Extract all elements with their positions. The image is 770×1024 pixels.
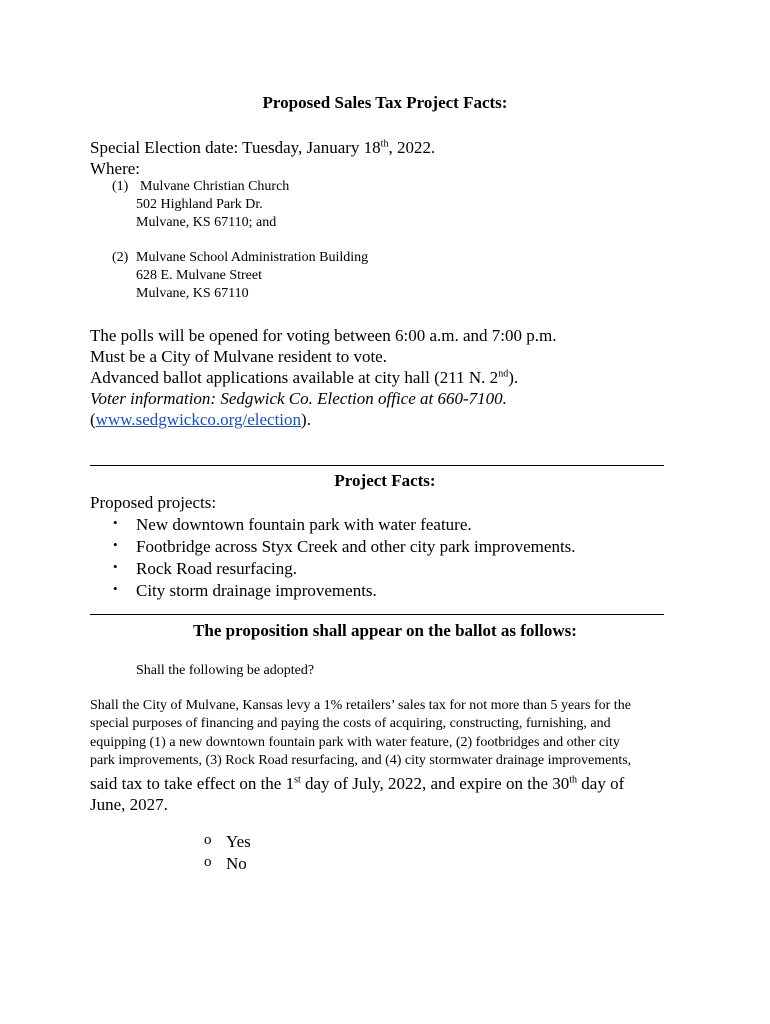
link-open-paren: ( — [90, 410, 96, 429]
effect-sup-2: th — [569, 774, 578, 786]
election-date-sup: th — [380, 138, 389, 150]
bullet-marker: • — [113, 581, 118, 596]
ballot-text-line-2: special purposes of financing and paying the costs of acquiring, constructing, furnishing, and — [90, 716, 611, 731]
project-item-1: New downtown fountain park with water feature. — [136, 515, 472, 534]
option-yes: Yes — [226, 832, 251, 851]
location-1-number: (1) — [112, 179, 129, 194]
project-facts-heading: Project Facts: — [334, 471, 436, 490]
effect-text-2: day of July, 2022, and expire on the 30 — [300, 774, 570, 793]
election-date-suffix: , 2022. — [388, 138, 436, 157]
link-close-paren: ). — [301, 410, 311, 429]
location-2-line-1: Mulvane School Administration Building — [136, 250, 369, 265]
location-2-number: (2) — [112, 250, 129, 265]
project-item-2: Footbridge across Styx Creek and other city park improvements. — [136, 537, 576, 556]
effect-text-3: day of — [577, 774, 625, 793]
bullet-marker: • — [113, 537, 118, 552]
advanced-ballot-sup: nd — [498, 368, 509, 380]
ballot-text-line-4: park improvements, (3) Rock Road resurfacing, and (4) city stormwater drainage improvements, — [90, 753, 632, 768]
project-item-3: Rock Road resurfacing. — [136, 559, 297, 578]
ballot-effect-line-2: June, 2027. — [90, 795, 168, 814]
election-date-text: Special Election date: Tuesday, January 18 — [90, 138, 381, 157]
advanced-ballot — [90, 367, 518, 388]
effect-text-1: said tax to take effect on the 1 — [90, 774, 295, 793]
location-2-line-3: Mulvane, KS 67110 — [136, 286, 249, 301]
project-item-4: City storm drainage improvements. — [136, 581, 377, 600]
bullet-marker: • — [113, 559, 118, 574]
location-1-line-2: 502 Highland Park Dr. — [136, 197, 263, 212]
divider-bottom — [90, 614, 664, 615]
polls-hours: The polls will be opened for voting between 6:00 a.m. and 7:00 p.m. — [90, 326, 557, 345]
election-website-link[interactable]: www.sedgwickco.org/election — [95, 410, 302, 429]
election-date — [90, 137, 435, 158]
ballot-text-line-3: equipping (1) a new downtown fountain park with water feature, (2) footbridges and other city — [90, 735, 620, 750]
ballot-text-line-1: Shall the City of Mulvane, Kansas levy a 1% retailers’ sales tax for not more than 5 years for the — [90, 698, 631, 713]
advanced-ballot-text: Advanced ballot applications available at city hall (211 N. 2 — [90, 368, 499, 387]
option-marker: o — [204, 854, 212, 870]
where-label: Where: — [90, 159, 141, 178]
advanced-ballot-suffix: ). — [508, 368, 519, 387]
option-marker: o — [204, 832, 212, 848]
proposed-projects-label: Proposed projects: — [90, 493, 217, 512]
ballot-question: Shall the following be adopted? — [136, 663, 315, 678]
option-no: No — [226, 854, 247, 873]
voter-information: Voter information: Sedgwick Co. Election office at 660-7100. — [90, 389, 507, 408]
effect-sup-1: st — [294, 774, 301, 786]
ballot-effect-line — [90, 773, 624, 794]
divider-top — [90, 465, 664, 466]
ballot-heading: The proposition shall appear on the ballot as follows: — [193, 621, 577, 640]
resident-requirement: Must be a City of Mulvane resident to vote. — [90, 347, 387, 366]
bullet-marker: • — [113, 515, 118, 530]
election-link-line — [90, 409, 311, 430]
page-title: Proposed Sales Tax Project Facts: — [262, 93, 508, 112]
location-2-line-2: 628 E. Mulvane Street — [136, 268, 262, 283]
location-1-line-1: Mulvane Christian Church — [140, 179, 290, 194]
location-1-line-3: Mulvane, KS 67110; and — [136, 215, 277, 230]
